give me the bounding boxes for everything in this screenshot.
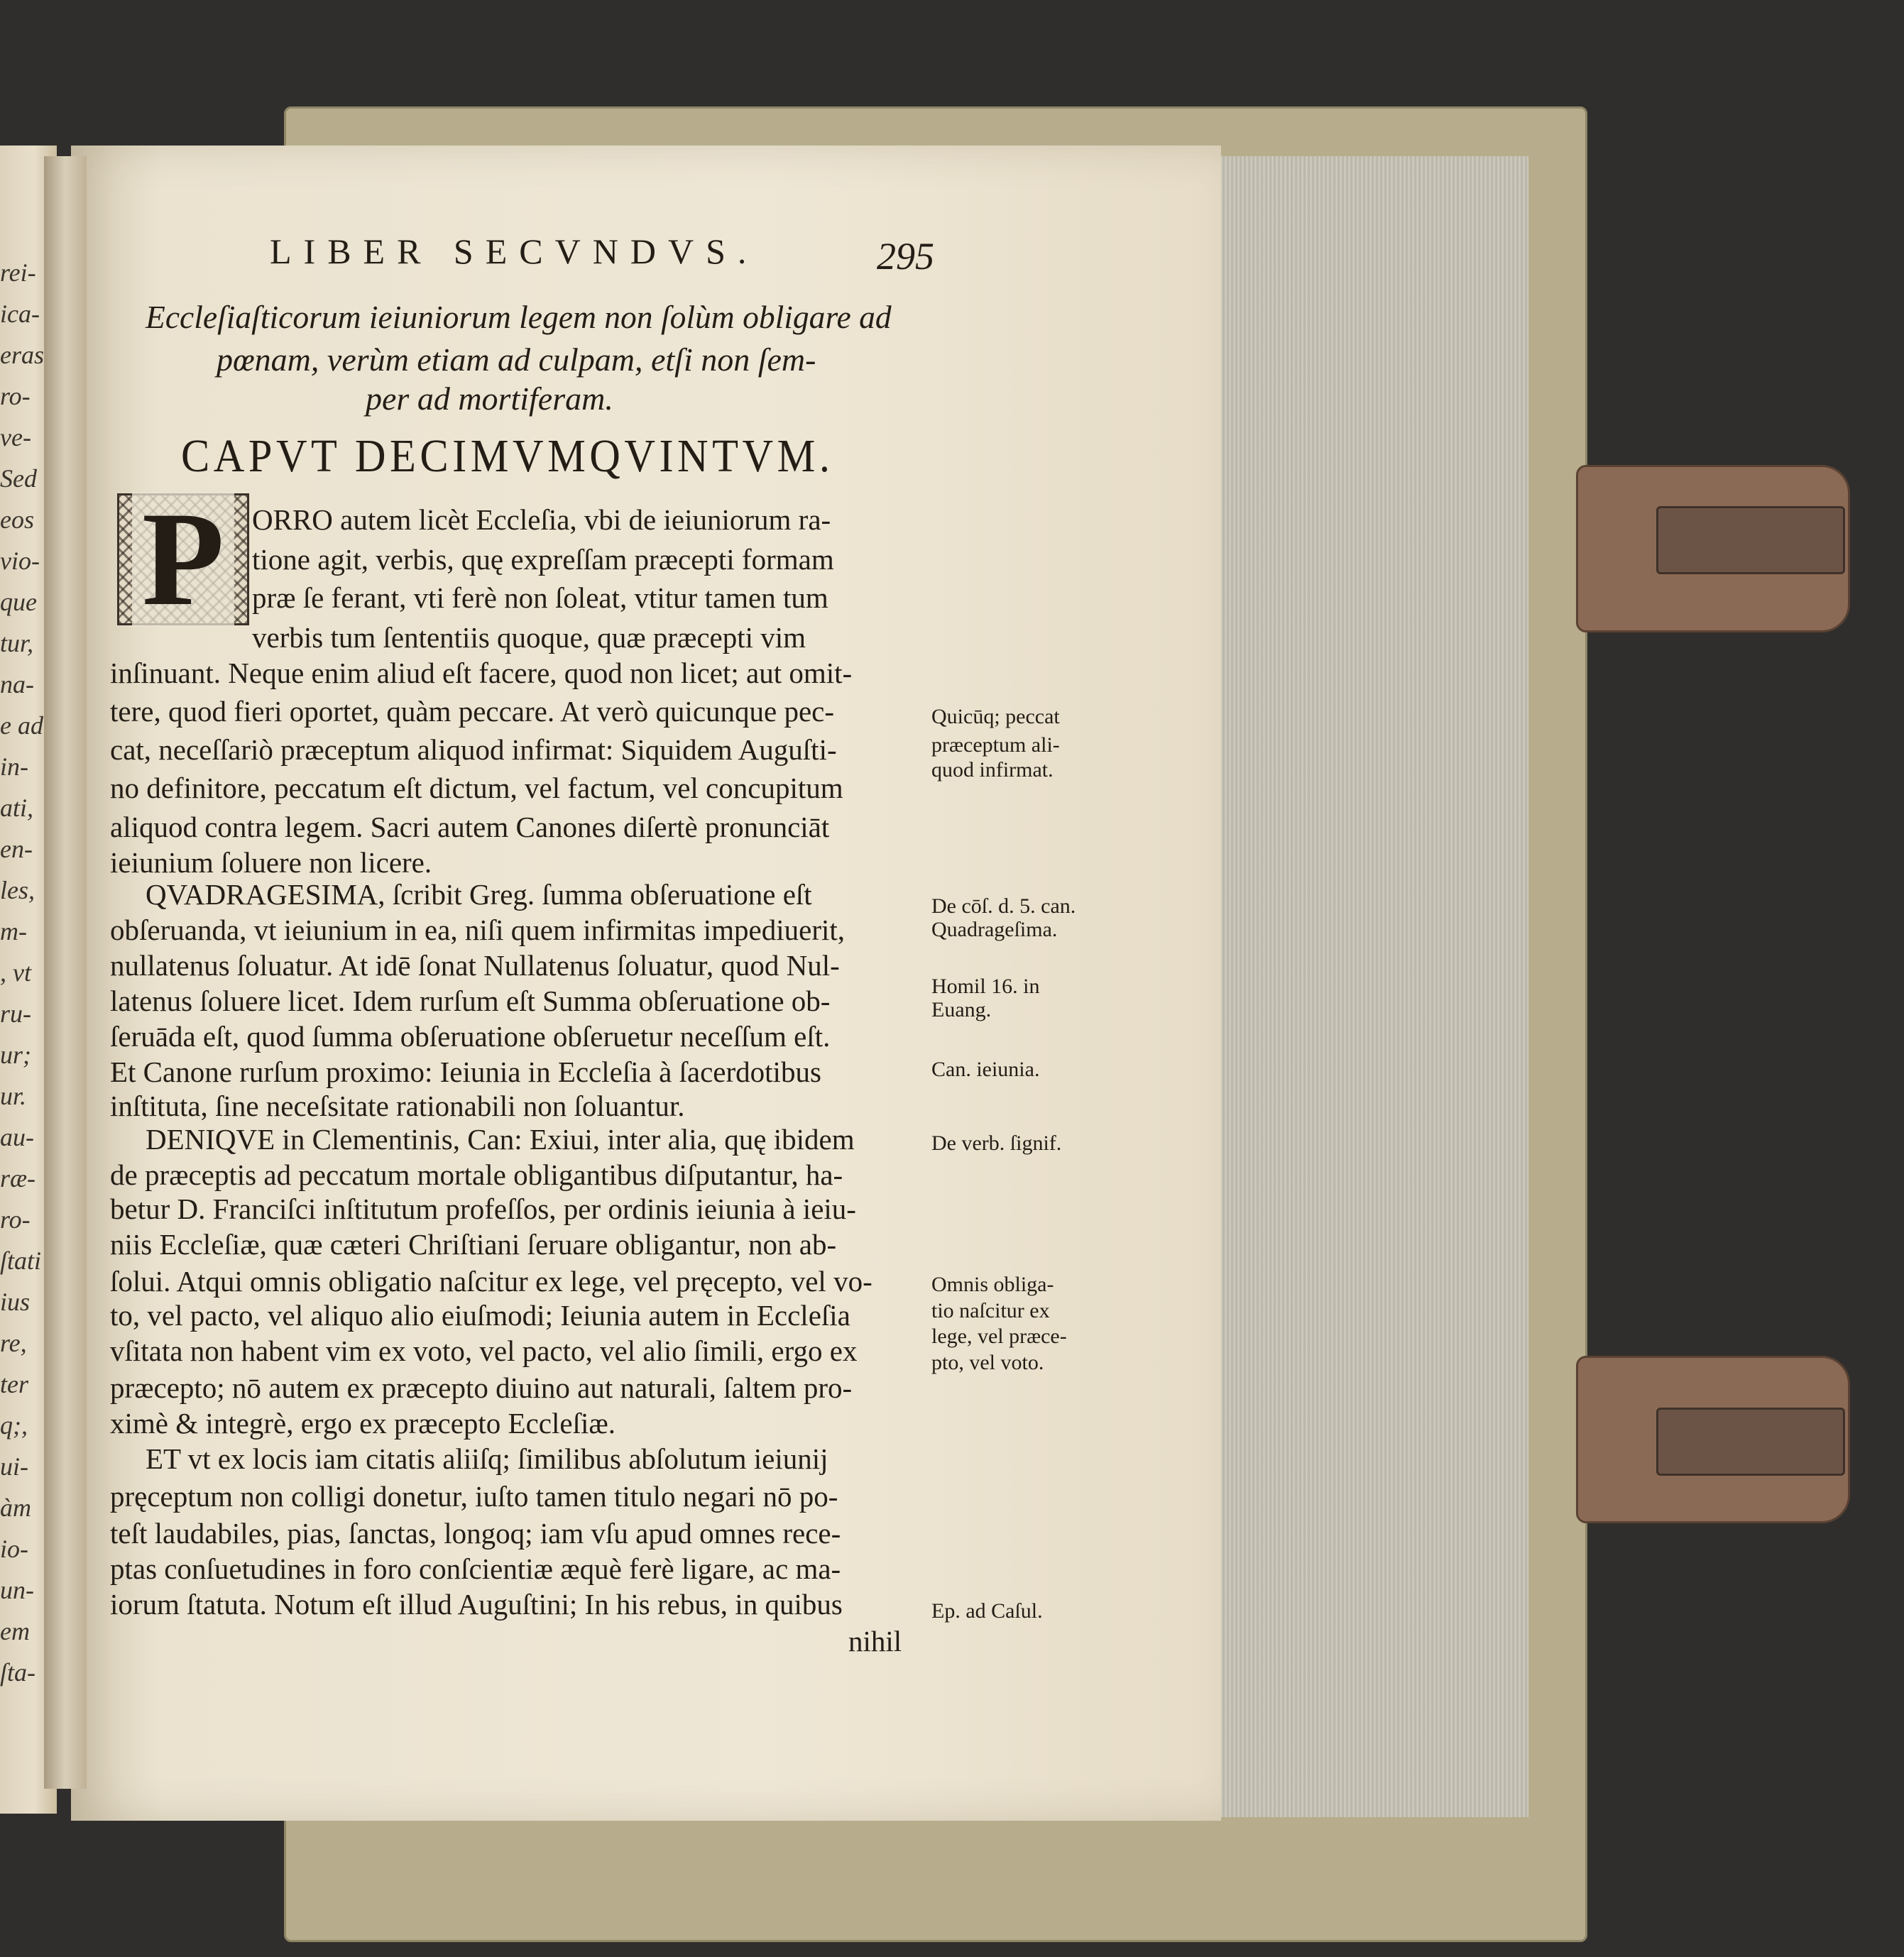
left-page-fragment: vio- (0, 547, 40, 575)
text-line: tere, quod fieri oportet, quàm peccare. At verò quicunque pec- (110, 695, 835, 728)
text-line: DENIQVE in Clementinis, Can: Exiui, inter alia, quę ibidem (146, 1123, 855, 1156)
text-line: tione agit, verbis, quę expreſſam præcepti formam (252, 543, 834, 576)
left-page-fragment: ica- (0, 300, 40, 328)
chapter-title: CAPVT DECIMVMQVINTVM. (181, 430, 834, 482)
text-line: præcepto; nō autem ex præcepto diuino aut naturali, ſaltem pro- (110, 1371, 853, 1404)
margin-note: Homil 16. in (931, 975, 1040, 998)
text-line: no definitore, peccatum eſt dictum, vel factum, vel concupitum (110, 772, 843, 804)
text-line: niis Eccleſiæ, quæ cæteri Chriſtiani ſeruare obligantur, non ab- (110, 1228, 837, 1261)
text-line: de præceptis ad peccatum mortale obligantibus diſputantur, ha- (110, 1158, 843, 1191)
lower-clasp (1576, 1356, 1850, 1523)
left-page-fragment: ter (0, 1370, 28, 1398)
left-page-fragment: em (0, 1617, 30, 1645)
text-line: latenus ſoluere licet. Idem rurſum eſt Summa obſeruatione ob- (110, 985, 831, 1017)
margin-note: Euang. (931, 998, 992, 1021)
left-page-fragment: eos (0, 505, 34, 534)
left-page-fragment: e ad (0, 711, 43, 740)
margin-note: Quadrageſima. (931, 918, 1058, 941)
page-edges (1207, 156, 1528, 1817)
upper-clasp-metal (1656, 506, 1845, 574)
text-line: betur D. Franciſci inſtitutum profeſſos, per ordinis ieiunia à ieiu- (110, 1193, 856, 1225)
running-head: LIBER SECVNDVS. (270, 231, 759, 271)
left-page-fragment: Sed (0, 464, 37, 493)
left-page-fragment: , vt (0, 958, 31, 987)
left-page-fragment: ui- (0, 1452, 28, 1481)
gutter (44, 156, 87, 1789)
text-line: Et Canone rurſum proximo: Ieiunia in Eccleſia à ſacerdotibus (110, 1056, 821, 1088)
upper-clasp (1576, 465, 1850, 632)
text-line: to, vel pacto, vel aliquo alio eiuſmodi; Ieiunia autem in Eccleſia (110, 1299, 850, 1332)
margin-note: Quicūq; peccat (931, 705, 1060, 728)
left-page-fragment: m- (0, 917, 27, 945)
text-line: nullatenus ſoluatur. At idē ſonat Nullatenus ſoluatur, quod Nul- (110, 949, 840, 982)
initial-letter: P (132, 492, 234, 627)
left-page-fragment: les, (0, 876, 35, 904)
left-page-fragment: io- (0, 1535, 28, 1563)
left-page-fragment: ur; (0, 1041, 31, 1069)
left-page-fragment: tur, (0, 629, 34, 657)
left-page-fragment: ru- (0, 999, 31, 1028)
text-line: præ ſe ferant, vti ferè non ſoleat, vtitur tamen tum (252, 581, 828, 614)
text-line: inſtituta, ſine neceſsitate rationabili non ſoluantur. (110, 1090, 685, 1122)
margin-note: lege, vel præce- (931, 1325, 1067, 1348)
text-line: inſinuant. Neque enim aliud eſt facere, quod non licet; aut omit- (110, 657, 853, 689)
text-line: verbis tum ſententiis quoque, quæ præcepti vim (252, 621, 806, 654)
left-page-fragment: ro- (0, 1205, 31, 1234)
margin-note: quod infirmat. (931, 758, 1054, 782)
left-page-fragment: ro- (0, 382, 31, 410)
left-page-fragment: rei- (0, 258, 36, 287)
subtitle-line: per ad mortiferam. (366, 380, 613, 417)
left-page-fragment: que (0, 588, 37, 616)
left-page-fragment: ur. (0, 1082, 27, 1110)
left-page-fragment: eras (0, 341, 44, 369)
margin-note: Can. ieiunia. (931, 1058, 1040, 1081)
left-page-fragment: na- (0, 670, 34, 698)
left-page-fragment: ius (0, 1288, 31, 1316)
margin-note: De verb. ſignif. (931, 1131, 1062, 1155)
left-page-fragment: en- (0, 835, 33, 863)
text-line: cat, neceſſariò præceptum aliquod infirmat: Siquidem Auguſti- (110, 733, 837, 766)
text-line: pręceptum non colligi donetur, iuſto tamen titulo negari nō po- (110, 1480, 838, 1513)
left-page-fragment: in- (0, 752, 28, 781)
left-page-fragment: ſtati (0, 1246, 42, 1275)
text-line: vſitata non habent vim ex voto, vel pacto, vel alio ſimili, ergo ex (110, 1334, 858, 1367)
margin-note: pto, vel voto. (931, 1351, 1044, 1374)
margin-note: tio naſcitur ex (931, 1299, 1050, 1322)
left-page-fragment: ſta- (0, 1658, 35, 1687)
subtitle-line: pœnam, verùm etiam ad culpam, etſi non ſem- (217, 341, 816, 378)
text-line: ET vt ex locis iam citatis aliiſq; ſimilibus abſolutum ieiunij (146, 1442, 828, 1475)
text-line: teſt laudabiles, pias, ſanctas, longoq; iam vſu apud omnes rece- (110, 1517, 841, 1550)
text-line: ieiunium ſoluere non licere. (110, 846, 432, 879)
text-line: ſolui. Atqui omnis obligatio naſcitur ex lege, vel pręcepto, vel vo- (110, 1265, 872, 1298)
left-page-fragment: ræ- (0, 1164, 36, 1193)
margin-note: Omnis obliga- (931, 1273, 1054, 1296)
left-page-fragment: au- (0, 1123, 34, 1151)
decorated-initial (117, 485, 249, 634)
text-line: iorum ſtatuta. Notum eſt illud Auguſtini; In his rebus, in quibus (110, 1588, 843, 1621)
text-line: ſeruāda eſt, quod ſumma obſeruatione obſeruetur neceſſum eſt. (110, 1020, 831, 1053)
text-line: ximè & integrè, ergo ex præcepto Eccleſiæ. (110, 1407, 615, 1440)
left-page-fragment: ati, (0, 794, 34, 822)
margin-note: Ep. ad Caſul. (931, 1599, 1043, 1623)
left-page-fragment: un- (0, 1576, 34, 1604)
left-page-fragment: àm (0, 1493, 31, 1522)
text-line: QVADRAGESIMA, ſcribit Greg. ſumma obſeruatione eſt (146, 878, 812, 911)
left-page-fragment: ve- (0, 423, 31, 451)
margin-note: præceptum ali- (931, 733, 1060, 757)
subtitle-line: Eccleſiaſticorum ieiuniorum legem non ſolùm obligare ad (146, 299, 892, 335)
text-line: aliquod contra legem. Sacri autem Canones diſertè pronunciāt (110, 811, 830, 843)
lower-clasp-metal (1656, 1408, 1845, 1476)
text-line: obſeruanda, vt ieiunium in ea, niſi quem infirmitas impediuerit, (110, 914, 846, 946)
catchword: nihil (848, 1625, 902, 1657)
margin-note: De cōſ. d. 5. can. (931, 894, 1076, 918)
left-page-fragment: q;, (0, 1411, 28, 1440)
text-line: ptas conſuetudines in foro conſcientiæ æquè ferè ligare, ac ma- (110, 1552, 841, 1585)
page-number: 295 (877, 235, 934, 278)
left-page-fragments (0, 252, 50, 1693)
text-line: ORRO autem licèt Eccleſia, vbi de ieiuniorum ra- (252, 503, 831, 536)
left-page-fragment: re, (0, 1329, 27, 1357)
